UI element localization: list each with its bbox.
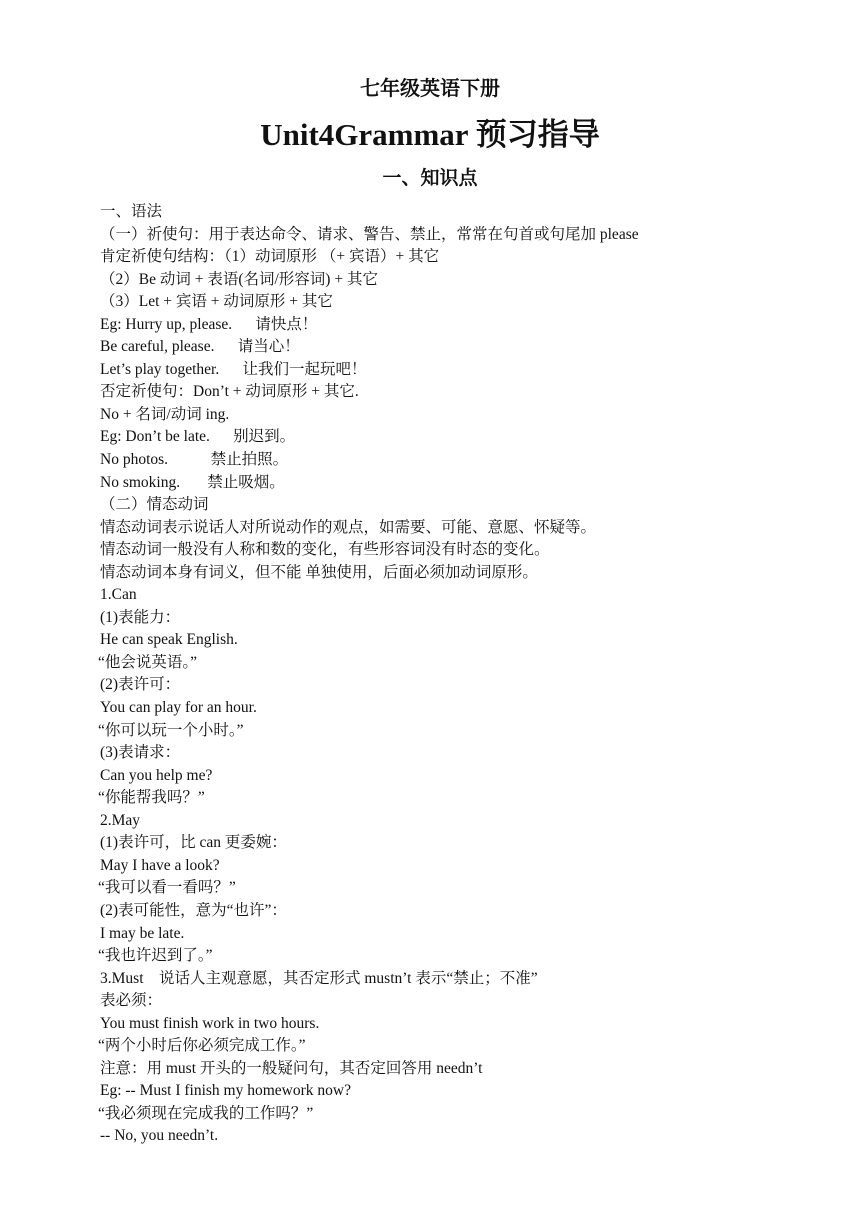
text-line: “我必须现在完成我的工作吗？” (98, 1104, 314, 1122)
text-line: 3.Must 说话人主观意愿，其否定形式 mustn’t 表示“禁止；不准” (100, 969, 538, 987)
text-line: 情态动词一般没有人称和数的变化，有些形容词没有时态的变化。 (100, 541, 550, 559)
text-line: 2.May (100, 811, 141, 829)
text-line: No + 名词/动词 ing. (100, 405, 230, 423)
text-line: 肯定祈使句结构：（1）动词原形 （+ 宾语）+ 其它 (100, 248, 440, 266)
text-line: -- No, you needn’t. (100, 1127, 219, 1145)
text-line: No smoking. 禁止吸烟。 (100, 473, 285, 491)
text-line: 情态动词表示说话人对所说动作的观点，如需要、可能、意愿、怀疑等。 (100, 518, 597, 536)
text-line: Can you help me? (100, 766, 213, 784)
text-line: （3）Let + 宾语 + 动词原形 + 其它 (100, 293, 333, 311)
text-line: （二）情态动词 (100, 496, 209, 514)
text-line: Eg: Hurry up, please. 请快点！ (100, 315, 318, 333)
text-line: “我也许迟到了。” (98, 947, 213, 965)
text-line: “你可以玩一个小时。” (98, 721, 244, 739)
text-line: 注意：用 must 开头的一般疑问句，其否定回答用 needn’t (100, 1059, 483, 1077)
text-line: (2)表许可： (100, 676, 181, 694)
text-line: “我可以看一看吗？” (98, 879, 236, 897)
text-line: He can speak English. (100, 631, 238, 649)
document-body (100, 201, 820, 1148)
text-line: 1.Can (100, 586, 137, 604)
section-heading: 一、知识点 (382, 168, 478, 189)
text-line: I may be late. (100, 924, 185, 942)
text-line: You can play for an hour. (100, 699, 257, 717)
text-line: “他会说英语。” (98, 653, 198, 671)
text-line: 情态动词本身有词义，但不能 单独使用，后面必须加动词原形。 (100, 563, 538, 581)
text-line: （一）祈使句：用于表达命令、请求、警告、禁止，常常在句首或句尾加 please (100, 225, 639, 243)
text-line: May I have a look? (100, 856, 220, 874)
text-line: 一、语法 (100, 203, 163, 220)
document-unit-title: Unit4Grammar 预习指导 (260, 117, 600, 152)
text-line: “你能帮我吗？” (98, 789, 205, 807)
text-line: 否定祈使句：Don’t + 动词原形 + 其它. (100, 383, 359, 401)
text-line: (2)表可能性，意为“也许”： (100, 901, 287, 919)
text-line: Be careful, please. 请当心！ (100, 338, 300, 356)
text-line: You must finish work in two hours. (100, 1014, 320, 1032)
text-line: (1)表能力： (100, 608, 181, 626)
text-line: (1)表许可，比 can 更委婉： (100, 834, 287, 852)
text-line: No photos. 禁止拍照。 (100, 451, 289, 469)
document-grade-title: 七年级英语下册 (360, 78, 500, 100)
text-line: 表必须： (100, 992, 163, 1010)
text-line: （2）Be 动词 + 表语(名词/形容词) + 其它 (100, 270, 378, 288)
text-line: Eg: -- Must I finish my homework now? (100, 1082, 351, 1100)
text-line: “两个小时后你必须完成工作。” (98, 1037, 306, 1055)
text-line: Let’s play together. 让我们一起玩吧！ (100, 360, 367, 378)
text-line: (3)表请求： (100, 744, 181, 762)
text-line: Eg: Don’t be late. 别迟到。 (100, 428, 296, 446)
